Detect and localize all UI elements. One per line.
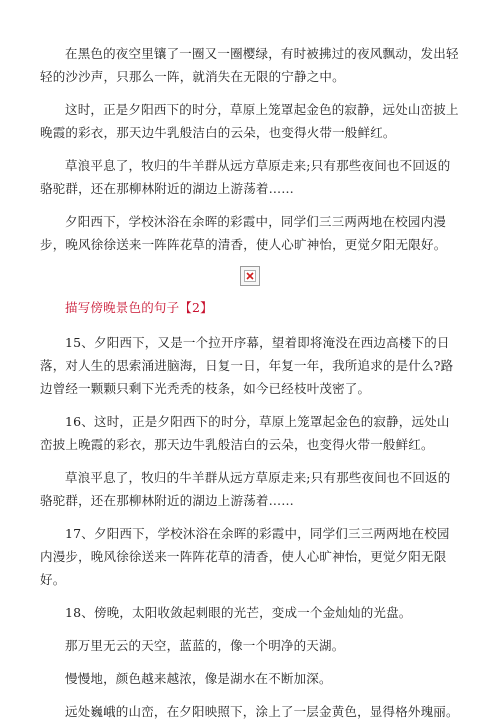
paragraph-night-sky: 在黑色的夜空里镶了一圈又一圈樱绿，有时被拂过的夜风飘动，发出轻轻的沙沙声，只那么一阵，就消失在无限的宁静之中。 [40,46,459,84]
paragraph-grass-waves-2: 草浪平息了，牧归的牛羊群从远方草原走来;只有那些夜间也不回返的骆驼群，还在那柳林附近的湖边上游荡着…… [40,470,451,508]
paragraph-grass-waves: 草浪平息了，牧归的牛羊群从远方草原走来;只有那些夜间也不回返的骆驼群，还在那柳林附近的湖边上游荡着…… [40,158,451,196]
paragraph-sunset-grassland: 这时，正是夕阳西下的时分，草原上笼罩起金色的寂静，远处山峦披上晚霞的彩衣，那天边牛乳般洁白的云朵，也变得火带一般鲜红。 [40,102,459,140]
paragraph-item-18: 18、傍晚，太阳收敛起刺眼的光芒，变成一个金灿灿的光盘。 [65,605,412,620]
paragraph-sky-lake: 那万里无云的天空，蓝蓝的，像一个明净的天湖。 [65,638,345,653]
broken-image-icon [240,266,260,286]
paragraph-school-sunset: 夕阳西下，学校沐浴在余晖的彩霞中，同学们三三两两地在校园内漫步，晚风徐徐送来一阵阵花草的清香，使人心旷神怡，更觉夕阳无限好。 [40,214,447,252]
section-heading: 描写傍晚景色的句子【2】 [65,300,213,315]
paragraph-item-16: 16、这时，正是夕阳西下的时分，草原上笼罩起金色的寂静，远处山峦披上晚霞的彩衣，那天边牛乳般洁白的云朵，也变得火带一般鲜红。 [40,414,450,452]
image-placeholder [40,266,460,286]
paragraph-distant-mountains: 远处巍峨的山峦，在夕阳映照下，涂上了一层金黄色，显得格外瑰丽。 [65,704,459,719]
paragraph-color-deepening: 慢慢地，颜色越来越浓，像是湖水在不断加深。 [65,671,332,686]
paragraph-item-15: 15、夕阳西下，又是一个拉开序幕，望着即将淹没在西边高楼下的日落，对人生的思索涌进脑海，日复一日，年复一年，我所追求的是什么?路边曾经一颗颗只剩下光秃秃的枝条，如今已经枝叶茂密了。 [40,335,454,396]
paragraph-item-17: 17、夕阳西下，学校沐浴在余晖的彩霞中，同学们三三两两地在校园内漫步，晚风徐徐送来一阵阵花草的清香，使人心旷神怡，更觉夕阳无限好。 [40,526,450,587]
